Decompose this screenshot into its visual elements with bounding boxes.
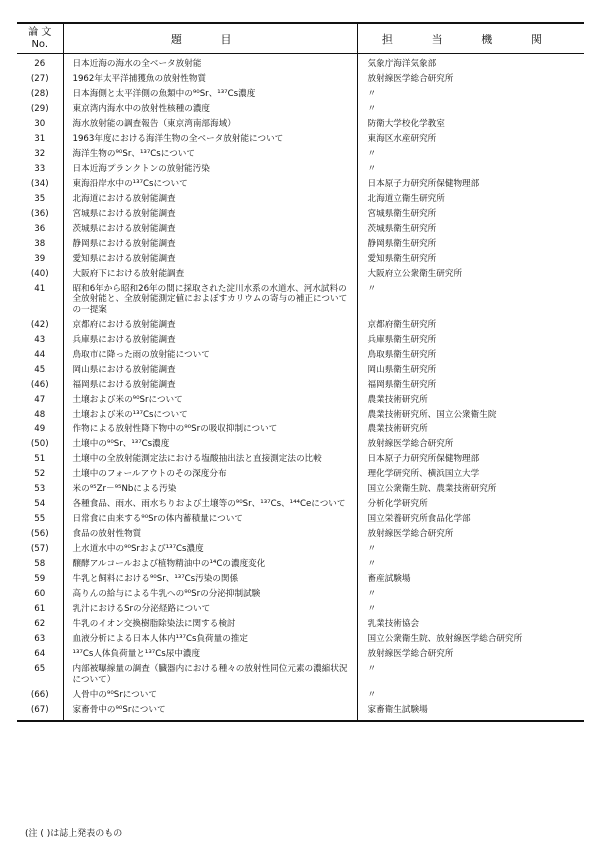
header-paper-no-line1: 論 文: [28, 26, 52, 38]
paper-title: 日常食に由来する⁹⁰Srの体内蓄積量について: [63, 512, 357, 527]
paper-number: (34): [17, 177, 63, 192]
paper-number: (67): [17, 702, 63, 721]
paper-title: 土壌中のフォールアウトのその深度分布: [63, 467, 357, 482]
table-row: [17, 332, 584, 347]
paper-number: 53: [17, 482, 63, 497]
footnote: (注 ( )は誌上発表のもの: [25, 829, 123, 839]
organization: 愛知県衛生研究所: [367, 253, 437, 264]
paper-title: 土壌中の全放射能測定法における塩酸抽出法と直接測定法の比較: [63, 452, 357, 467]
paper-number: 62: [17, 617, 63, 632]
paper-number: 48: [17, 407, 63, 422]
organization: 放射線医学総合研究所: [367, 649, 454, 659]
organization: 〃: [367, 544, 377, 555]
paper-title: 茨城県における放射能調査: [63, 221, 357, 236]
organization: 国立公衆衛生院、農業技術研究所: [367, 484, 497, 495]
paper-title: 日本近海の海水の全ベータ放射能: [63, 54, 357, 72]
table-row: [17, 318, 584, 333]
table-row: [17, 542, 584, 557]
paper-title: 昭和6年から昭和26年の間に採取された淀川水系の水道水、河水試料の全放射能と、全放射能測定値におよぼすカリウムの寄与の補正についての一提案: [63, 281, 357, 317]
table-row: [17, 392, 584, 407]
paper-number: (56): [17, 527, 63, 542]
organization: 〃: [367, 283, 377, 294]
paper-list-table: [17, 22, 584, 722]
organization: 農業技術研究所: [367, 394, 428, 405]
paper-number: (46): [17, 377, 63, 392]
organization: 静岡県衛生研究所: [367, 238, 437, 249]
paper-title: 海洋生物の⁹⁰Sr、¹³⁷Csについて: [63, 147, 357, 162]
table-row: [17, 251, 584, 266]
organization: 鳥取県衛生研究所: [367, 349, 437, 360]
organization: 放射線医学総合研究所: [367, 439, 454, 450]
table-row: [17, 177, 584, 192]
organization: 放射線医学総合研究所: [367, 73, 454, 84]
organization: 〃: [367, 88, 377, 99]
table-row: [17, 221, 584, 236]
table-row: [17, 512, 584, 527]
table-row: [17, 632, 584, 647]
organization: 国立栄養研究所食品化学部: [367, 514, 471, 525]
paper-number: 58: [17, 557, 63, 572]
organization: 国立公衆衛生院、放射線医学総合研究所: [367, 634, 523, 645]
table-row: [17, 497, 584, 512]
table-row: [17, 407, 584, 422]
table-row: [17, 236, 584, 251]
table-row: [17, 362, 584, 377]
table-header: [17, 23, 584, 54]
paper-number: (66): [17, 687, 63, 702]
paper-title: ¹³⁷Cs人体負荷量と¹³⁷Cs尿中濃度: [63, 647, 357, 662]
paper-title: 土壌中の⁹⁰Sr、¹³⁷Cs濃度: [63, 437, 357, 452]
paper-title: 食品の放射性物質: [63, 527, 357, 542]
organization: 〃: [367, 604, 377, 615]
paper-number: 30: [17, 117, 63, 132]
organization: 気象庁海洋気象部: [367, 59, 437, 69]
paper-title: 牛乳と飼料における⁹⁰Sr、¹³⁷Cs汚染の関係: [63, 572, 357, 587]
paper-title: 東京湾内海水中の放射性核種の濃度: [63, 102, 357, 117]
table-body: [17, 54, 584, 722]
paper-title: 静岡県における放射能調査: [63, 236, 357, 251]
paper-title: 日本近海プランクトンの放射能汚染: [63, 162, 357, 177]
paper-number: 44: [17, 347, 63, 362]
paper-title: 米の⁹⁵Zr－⁹⁵Nbによる汚染: [63, 482, 357, 497]
table-row: [17, 87, 584, 102]
organization: 京都府衛生研究所: [367, 319, 437, 330]
paper-title: 人骨中の⁹⁰Srについて: [63, 687, 357, 702]
paper-number: 39: [17, 251, 63, 266]
paper-number: 55: [17, 512, 63, 527]
paper-number: 26: [17, 54, 63, 72]
paper-title: 乳汁におけるSrの分泌経路について: [63, 602, 357, 617]
paper-number: 64: [17, 647, 63, 662]
paper-number: (57): [17, 542, 63, 557]
paper-number: 38: [17, 236, 63, 251]
paper-title: 岡山県における放射能調査: [63, 362, 357, 377]
organization: 〃: [367, 589, 377, 600]
paper-number: 33: [17, 162, 63, 177]
table-row: [17, 132, 584, 147]
table-row: [17, 557, 584, 572]
paper-number: 61: [17, 602, 63, 617]
paper-number: 45: [17, 362, 63, 377]
table-row: [17, 147, 584, 162]
organization: 東海区水産研究所: [367, 133, 437, 144]
paper-number: 31: [17, 132, 63, 147]
paper-title: 作物による放射性降下物中の⁹⁰Srの吸収抑制について: [63, 422, 357, 437]
paper-number: (42): [17, 318, 63, 333]
table-row: [17, 281, 584, 317]
paper-number: (36): [17, 207, 63, 222]
table-row: [17, 467, 584, 482]
table-row: [17, 527, 584, 542]
table-row: [17, 102, 584, 117]
table-row: [17, 54, 584, 72]
table-row: [17, 482, 584, 497]
paper-title: 福岡県における放射能調査: [63, 377, 357, 392]
table-row: [17, 617, 584, 632]
table-row: [17, 662, 584, 688]
table-row: [17, 647, 584, 662]
paper-title: 兵庫県における放射能調査: [63, 332, 357, 347]
paper-title: 1962年太平洋捕獲魚の放射性物質: [63, 72, 357, 87]
paper-number: 60: [17, 587, 63, 602]
table-row: [17, 422, 584, 437]
paper-title: 愛知県における放射能調査: [63, 251, 357, 266]
organization: 畜産試験場: [367, 574, 411, 585]
table-row: [17, 437, 584, 452]
paper-title: 高りんの給与による牛乳への⁹⁰Srの分泌抑制試験: [63, 587, 357, 602]
paper-number: 43: [17, 332, 63, 347]
paper-number: 49: [17, 422, 63, 437]
paper-title: 内部被曝線量の調査（臓器内における種々の放射性同位元素の濃縮状況について）: [63, 662, 357, 688]
organization: 〃: [367, 663, 377, 674]
paper-number: 51: [17, 452, 63, 467]
table-row: [17, 452, 584, 467]
paper-title: 東海沿岸水中の¹³⁷Csについて: [63, 177, 357, 192]
table-row: [17, 602, 584, 617]
paper-title: 血液分析による日本人体内¹³⁷Cs負荷量の推定: [63, 632, 357, 647]
paper-number: 35: [17, 192, 63, 207]
table-row: [17, 377, 584, 392]
organization: 農業技術研究所、国立公衆衛生院: [367, 409, 497, 420]
paper-number: 54: [17, 497, 63, 512]
paper-number: (28): [17, 87, 63, 102]
paper-title: 1963年度における海洋生物の全ベータ放射能について: [63, 132, 357, 147]
table-row: [17, 266, 584, 281]
paper-title: 牛乳のイオン交換樹脂除染法に関する検討: [63, 617, 357, 632]
table-row: [17, 192, 584, 207]
organization: 兵庫県衛生研究所: [367, 334, 437, 345]
paper-number: (27): [17, 72, 63, 87]
paper-title: 醸酵アルコールおよび植物精油中の¹⁴Cの濃度変化: [63, 557, 357, 572]
paper-title: 家畜骨中の⁹⁰Srについて: [63, 702, 357, 721]
organization: 岡山県衛生研究所: [367, 364, 437, 375]
paper-number: 47: [17, 392, 63, 407]
paper-title: 大阪府下における放射能調査: [63, 266, 357, 281]
paper-number: 52: [17, 467, 63, 482]
paper-title: 北海道における放射能調査: [63, 192, 357, 207]
table-row: [17, 687, 584, 702]
paper-number: (50): [17, 437, 63, 452]
header-paper-no: [17, 23, 63, 54]
paper-number: 41: [17, 281, 63, 317]
paper-title: 鳥取市に降った雨の放射能について: [63, 347, 357, 362]
paper-number: 63: [17, 632, 63, 647]
organization: 防衛大学校化学教室: [367, 118, 445, 129]
table-row: [17, 207, 584, 222]
organization: 農業技術研究所: [367, 424, 428, 435]
organization: 理化学研究所、横浜国立大学: [367, 469, 480, 480]
organization: 宮城県衛生研究所: [367, 208, 437, 219]
organization: 家畜衛生試験場: [357, 702, 584, 721]
table-row: [17, 702, 584, 721]
table-row: [17, 72, 584, 87]
paper-title: 土壌および米の¹³⁷Csについて: [63, 407, 357, 422]
paper-title: 各種食品、雨水、雨水ちりおよび土壌等の⁹⁰Sr、¹³⁷Cs、¹⁴⁴Ceについて: [63, 497, 357, 512]
organization: 〃: [367, 103, 377, 114]
header-organization: 担 当 機 関: [357, 23, 584, 54]
paper-number: (29): [17, 102, 63, 117]
paper-title: 宮城県における放射能調査: [63, 207, 357, 222]
paper-title: 日本海側と太平洋側の魚類中の⁹⁰Sr、¹³⁷Cs濃度: [63, 87, 357, 102]
table-row: [17, 162, 584, 177]
paper-number: 36: [17, 221, 63, 236]
organization: 大阪府立公衆衛生研究所: [367, 268, 463, 279]
paper-title: 京都府における放射能調査: [63, 318, 357, 333]
table-row: [17, 117, 584, 132]
paper-title: 海水放射能の調査報告（東京湾南部海域）: [63, 117, 357, 132]
organization: 福岡県衛生研究所: [367, 379, 437, 390]
organization: 〃: [367, 163, 377, 174]
organization: 分析化学研究所: [367, 499, 428, 510]
organization: 〃: [367, 689, 377, 700]
paper-number: (40): [17, 266, 63, 281]
organization: 茨城県衛生研究所: [367, 223, 437, 234]
header-paper-no-line2: No.: [31, 38, 49, 50]
organization: 北海道立衛生研究所: [367, 193, 445, 204]
paper-number: 32: [17, 147, 63, 162]
paper-title: 上水道水中の⁹⁰Srおよび¹³⁷Cs濃度: [63, 542, 357, 557]
table-row: [17, 587, 584, 602]
table-row: [17, 347, 584, 362]
organization: 日本原子力研究所保健物理部: [367, 454, 480, 465]
organization: 〃: [367, 148, 377, 159]
paper-number: 59: [17, 572, 63, 587]
paper-number: 65: [17, 662, 63, 688]
organization: 放射線医学総合研究所: [367, 529, 454, 540]
organization: 〃: [367, 559, 377, 570]
paper-title: 土壌および米の⁹⁰Srについて: [63, 392, 357, 407]
header-title: 題 目: [63, 23, 357, 54]
organization: 日本原子力研究所保健物理部: [367, 178, 480, 189]
organization: 乳業技術協会: [367, 619, 420, 630]
table-row: [17, 572, 584, 587]
